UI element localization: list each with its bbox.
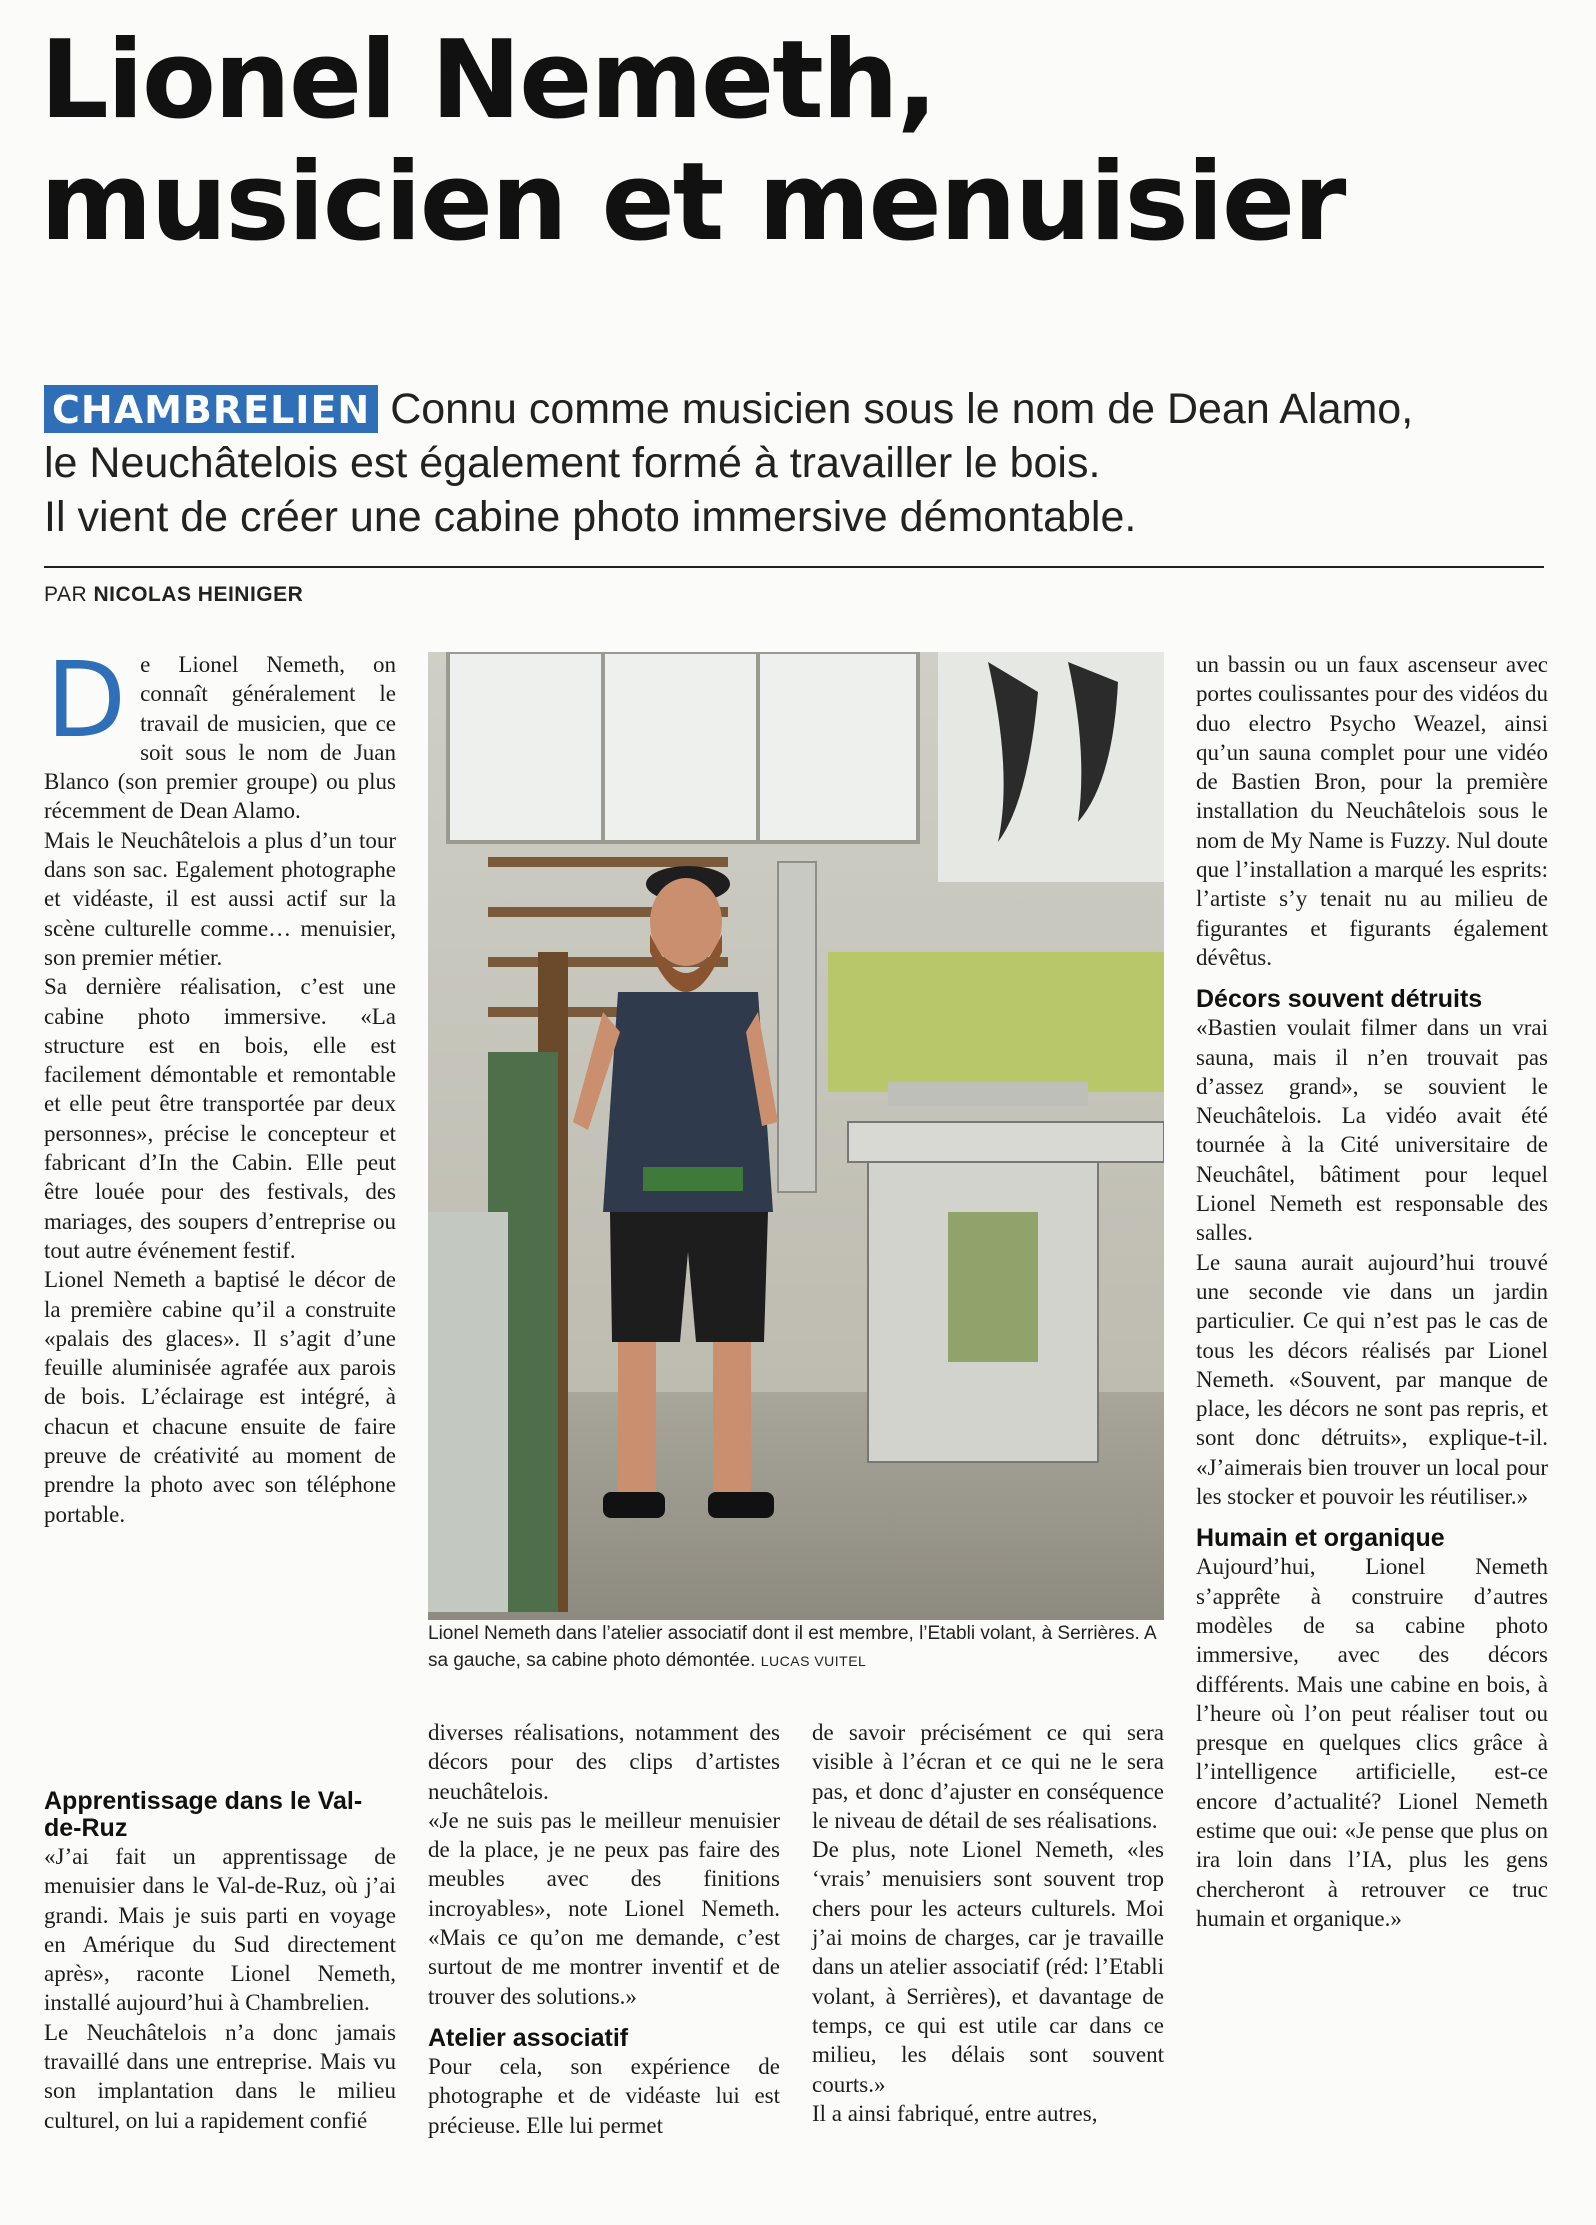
byline-author: NICOLAS HEINIGER [93, 583, 304, 606]
caption-text: Lionel Nemeth dans l’atelier associatif dont il est membre, l’Etabli volant, à Serrières. A sa gauche, sa cabine photo démontée. [428, 1623, 1156, 1671]
paragraph: Mais le Neuchâtelois a plus d’un tour dans son sac. Egalement photographe et vidéaste, il est aussi actif sur la scène culturelle comme… menuisier, son premier métier. [44, 827, 396, 970]
paragraph: un bassin ou un faux ascenseur avec portes coulissantes pour des vidéos du duo electro Psycho Weazel, ainsi qu’un sauna complet pour une vidéo de Bastien Bron, pour la première installation du Neuchâtelois sous le nom de My Name is Fuzzy. Nul doute que l’installation a marqué les esprits: l’artiste s’y tenait nu au milieu de figurantes et figurants également dévêtus. [1196, 652, 1548, 970]
headline [40, 20, 1580, 264]
photo-caption [428, 1620, 1164, 1675]
paragraph: «Je ne suis pas le meilleur menuisier de la place, je ne peux pas faire des meubles avec des finitions incroyables», note Lionel Nemeth. «Mais ce qu’on me demande, c’est surtout de me montrer inventif et de trouver des solutions.» [428, 1807, 780, 2009]
standfirst-line-3: Il vient de créer une cabine photo immersive démontable. [44, 493, 1137, 541]
subheading-apprentissage: Apprentissage dans le Val-de-Ruz [44, 1787, 363, 1842]
paragraph: Il a ainsi fabriqué, entre autres, [812, 2100, 1098, 2126]
standfirst [44, 382, 1554, 544]
article-column-1-lower [44, 1774, 396, 2135]
paragraph: Le sauna aurait aujourd’hui trouvé une seconde vie dans un jardin particulier. Ce qui n’est pas le cas de tous les décors réalisés par Lionel Nemeth. «Souvent, par manque de place, les décors ne sont pas repris, et sont donc détruits», explique-t-il. «J’aimerais bien trouver un local pour les stocker et pouvoir les réutiliser.» [1196, 1249, 1548, 1510]
byline-prefix: PAR [44, 583, 88, 606]
paragraph: e Lionel Nemeth, on connaît généralement le travail de musicien, que ce soit sous le nom de Juan Blanco (son premier groupe) ou plus récemment de Dean Alamo. [44, 652, 396, 824]
article-photo [428, 652, 1164, 1620]
headline-line-2: musicien et menuisier [40, 140, 1345, 265]
paragraph: «Bastien voulait filmer dans un vrai sauna, mais il n’en trouvait pas d’assez grand», se souvient le Neuchâtelois. La vidéo avait été tournée à la Cité universitaire de Neuchâtel, bâtiment pour lequel Lionel Nemeth est responsable des salles. [1196, 1015, 1548, 1246]
headline-line-1: Lionel Nemeth, [40, 18, 936, 143]
paragraph: Le Neuchâtelois n’a donc jamais travaillé dans une entreprise. Mais vu son implantation dans le milieu culturel, on lui a rapidement confié [44, 2019, 396, 2133]
subheading-atelier: Atelier associatif [428, 2023, 629, 2052]
article-column-3 [812, 1718, 1164, 2128]
location-tag: CHAMBRELIEN [44, 385, 378, 433]
byline [44, 583, 303, 607]
paragraph: De plus, note Lionel Nemeth, «les ‘vrais’ menuisiers sont souvent trop chers pour les acteurs culturels. Moi j’ai moins de charges, car je travaille dans un atelier associatif (réd: l’Etabli volant, à Serrières), et davantage de temps, ce qui est utile car dans ce milieu, les délais sont souvent courts.» [812, 1837, 1164, 2097]
standfirst-line-2: le Neuchâtelois est également formé à travailler le bois. [44, 439, 1101, 487]
paragraph: Aujourd’hui, Lionel Nemeth s’apprête à construire d’autres modèles de sa cabine photo immersive, avec des décors différents. Mais une cabine en bois, à l’heure où l’on peut réaliser tout ou presque en quelques clics grâce à l’intelligence artificielle, est-ce encore d’actualité? Lionel Nemeth estime que oui: «Je pense que plus on ira loin dans l’IA, plus les gens chercheront à retrouver ce truc humain et organique.» [1196, 1554, 1548, 1931]
workshop-photo-illustration [428, 652, 1164, 1620]
subheading-humain: Humain et organique [1196, 1524, 1445, 1553]
paragraph: Pour cela, son expérience de photographe et de vidéaste lui est précieuse. Elle lui permet [428, 2053, 780, 2138]
article-column-4 [1196, 650, 1548, 1933]
paragraph: diverses réalisations, notamment des décors pour des clips d’artistes neuchâtelois. [428, 1720, 780, 1804]
drop-cap: D [46, 639, 127, 761]
paragraph: Lionel Nemeth a baptisé le décor de la première cabine qu’il a construite «palais des glaces». Il s’agit d’une feuille aluminisée agrafée aux parois de bois. L’éclairage est intégré, à chacun et chacune ensuite de faire preuve de créativité au moment de prendre la photo avec son téléphone portable. [44, 1267, 396, 1527]
article-column-2 [428, 1718, 780, 2140]
standfirst-text-1: Connu comme musicien sous le nom de Dean Alamo, [390, 385, 1414, 433]
header-rule [44, 566, 1544, 568]
paragraph: Sa dernière réalisation, c’est une cabine photo immersive. «La structure est en bois, elle est facilement démontable et remontable et elle peut être transportée par deux personnes», précise le concepteur et fabricant d’In the Cabin. Elle peut être louée pour des festivals, des mariages, des soupers d’entreprise ou tout autre événement festif. [44, 974, 396, 1263]
photo-credit: LUCAS VUITEL [760, 1653, 867, 1669]
standfirst-line-1 [44, 382, 1554, 436]
paragraph: «J’ai fait un apprentissage de menuisier dans le Val-de-Ruz, où j’ai grandi. Mais je suis parti en voyage en Amérique du Sud directement après», raconte Lionel Nemeth, installé aujourd’hui à Chambrelien. [44, 1844, 396, 2016]
paragraph: de savoir précisément ce qui sera visible à l’écran et ce qui ne le sera pas, et donc d’ajuster en conséquence le niveau de détail de ses réalisations. [812, 1720, 1164, 1833]
article-column-1 [44, 639, 396, 1529]
subheading-decors: Décors souvent détruits [1196, 985, 1483, 1014]
